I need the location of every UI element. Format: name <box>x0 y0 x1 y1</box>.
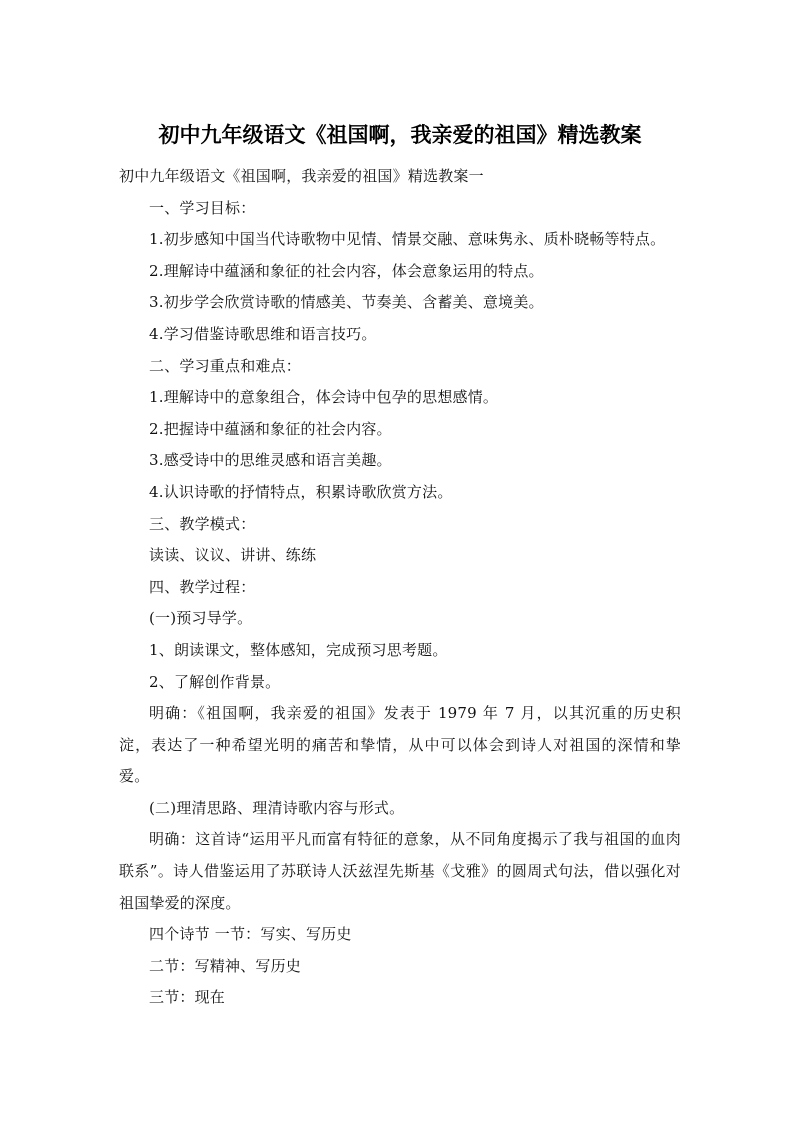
objective-item: 4.学习借鉴诗歌思维和语言技巧。 <box>149 324 377 343</box>
key-point-item: 2.把握诗中蕴涵和象征的社会内容。 <box>149 419 392 438</box>
section-heading-teaching-mode: 三、教学模式： <box>149 514 256 533</box>
stanza-note: 四个诗节 一节：写实、写历史 <box>149 925 352 944</box>
process-step: 1、朗读课文，整体感知，完成预习思考题。 <box>149 640 448 659</box>
key-point-item: 1.理解诗中的意象组合，体会诗中包孕的思想感情。 <box>149 388 499 407</box>
paragraph-subtitle: 初中九年级语文《祖国啊，我亲爱的祖国》精选教案一 <box>119 167 484 185</box>
section-heading-objectives: 一、学习目标： <box>149 198 256 217</box>
explanation-paragraph: 明确：这首诗“运用平凡而富有特征的意象，从不同角度揭示了我与祖国的血肉联系”。诗人借鉴运用了苏联诗人沃兹涅先斯基《戈雅》的圆周式句法，借以强化对祖国挚爱的深度。 <box>119 830 681 912</box>
explanation-paragraph: 明确：《祖国啊，我亲爱的祖国》发表于 1979 年 7 月，以其沉重的历史积淀，表达了一种希望光明的痛苦和挚情，从中可以体会到诗人对祖国的深情和挚爱。 <box>119 704 681 786</box>
section-heading-teaching-process: 四、教学过程： <box>149 577 256 596</box>
key-point-item: 4.认识诗歌的抒情特点，积累诗歌欣赏方法。 <box>149 482 453 501</box>
objective-item: 2.理解诗中蕴涵和象征的社会内容，体会意象运用的特点。 <box>149 261 544 280</box>
document-title: 初中九年级语文《祖国啊，我亲爱的祖国》精选教案 <box>158 123 642 147</box>
process-step: 2、了解创作背景。 <box>149 672 281 691</box>
objective-item: 1.初步感知中国当代诗歌物中见情、情景交融、意味隽永、质朴晓畅等特点。 <box>149 230 666 249</box>
document-body <box>119 161 681 1014</box>
subsection-heading: (二)理清思路、理清诗歌内容与形式。 <box>149 798 405 817</box>
section-heading-key-points: 二、学习重点和难点： <box>149 356 302 375</box>
objective-item: 3.初步学会欣赏诗歌的情感美、节奏美、含蓄美、意境美。 <box>149 293 544 312</box>
key-point-item: 3.感受诗中的思维灵感和语言美趣。 <box>149 451 392 470</box>
teaching-mode-text: 读读、议议、讲讲、练练 <box>149 546 317 565</box>
subsection-heading: (一)预习导学。 <box>149 609 253 628</box>
stanza-note: 三节：现在 <box>149 988 226 1007</box>
stanza-note: 二节：写精神、写历史 <box>149 956 302 975</box>
